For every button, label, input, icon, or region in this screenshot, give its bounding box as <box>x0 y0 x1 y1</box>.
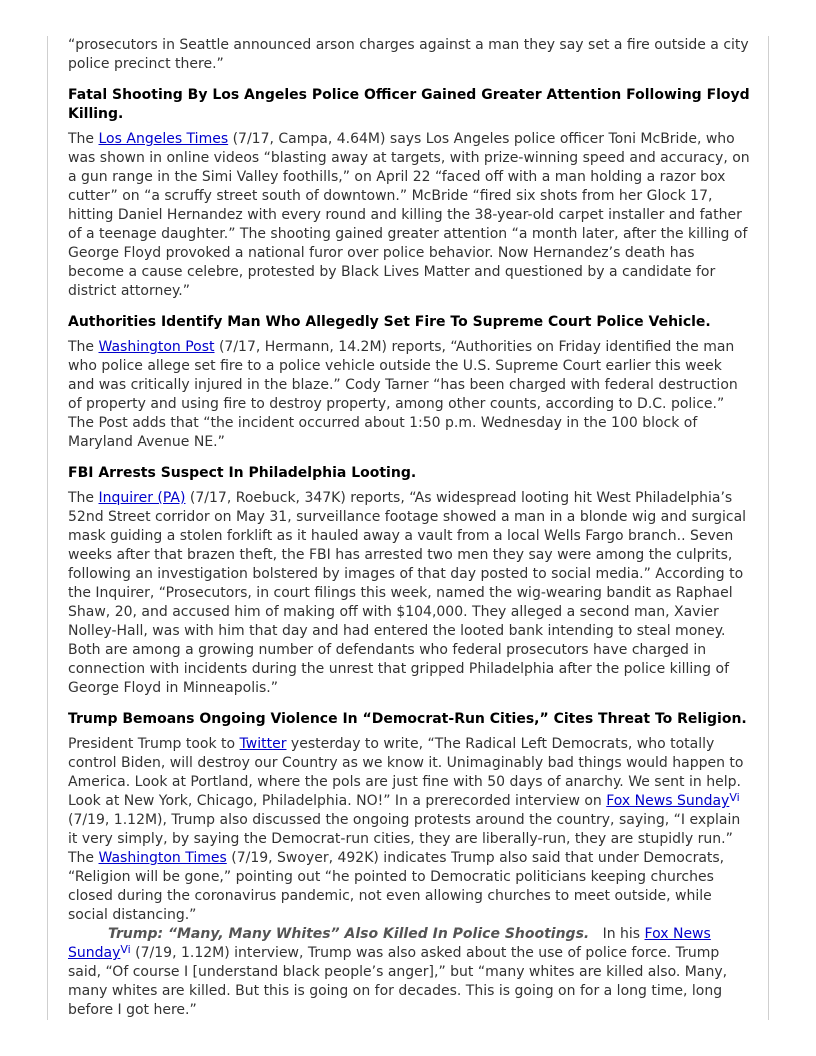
source-link-washington-times[interactable]: Washington Times <box>98 850 227 866</box>
sub-headline: Trump: “Many, Many Whites” Also Killed In Police Shootings. <box>108 926 590 942</box>
source-link-la-times[interactable]: Los Angeles Times <box>98 131 229 147</box>
video-indicator-icon[interactable]: Vi <box>729 791 740 804</box>
article-headline: FBI Arrests Suspect In Philadelphia Looting. <box>68 465 417 481</box>
left-margin-rule <box>47 36 48 1020</box>
article-body: The Los Angeles Times (7/17, Campa, 4.64M) says Los Angeles police officer Toni McBride, who was shown in online videos “blasting away at targets, with prize-winning speed and accuracy, on a gun range in the Simi Valley foothills,” on April 22 “faced off with a man holding a razor box cutter” on “a scruffy street south of downtown.” McBride “fired six shots from her Glock 17, hitting Daniel Hernandez with every round and killing the 38-year-old carpet installer and father of a teenage daughter.” The shooting gained greater attention “a month later, after the killing of George Floyd provoked a national furor over police behavior. Now Hernandez’s death has become a cause celebre, protested by Black Lives Matter and questioned by a candidate for district attorney.” <box>68 131 750 299</box>
source-link-fox-news-sunday[interactable]: Fox News Sunday <box>606 793 730 809</box>
video-indicator-icon[interactable]: Vi <box>120 943 131 956</box>
source-link-washington-post[interactable]: Washington Post <box>98 339 215 355</box>
article-la-shooting <box>68 86 750 301</box>
document-page <box>68 36 750 1020</box>
article-supreme-court-fire <box>68 313 750 452</box>
article-headline: Fatal Shooting By Los Angeles Police Officer Gained Greater Attention Following Floyd Killing. <box>68 87 750 122</box>
article-headline: Authorities Identify Man Who Allegedly Set Fire To Supreme Court Police Vehicle. <box>68 314 711 330</box>
source-link-fox-news-sunday-2[interactable]: Fox News Sunday <box>68 926 711 961</box>
sub-article-body: Trump: “Many, Many Whites” Also Killed In Police Shootings. In his Fox News Sunday$^{Vi}$ (7/19, 1.12M) interview, Trump was also asked about the use of police force. Trump said, “Of course I [understand black people’s anger],” but “many whites are killed also. Many, many whites are killed. But this is going on for decades. This is going on for a long time, long before I got here.” <box>68 926 728 1018</box>
article-philadelphia-looting <box>68 464 750 698</box>
article-trump-violence <box>68 710 750 1020</box>
article-body: The Washington Post (7/17, Hermann, 14.2M) reports, “Authorities on Friday identified the man who police allege set fire to a police vehicle outside the U.S. Supreme Court earlier this week and was critically injured in the blaze.” Cody Tarner “has been charged with federal destruction of property and using fire to destroy property, among other counts, according to D.C. police.” The Post adds that “the incident occurred about 1:50 p.m. Wednesday in the 100 block of Maryland Avenue NE.” <box>68 339 738 450</box>
source-link-twitter[interactable]: Twitter <box>239 736 287 752</box>
article-headline: Trump Bemoans Ongoing Violence In “Democrat-Run Cities,” Cites Threat To Religion. <box>68 711 747 727</box>
article-body: President Trump took to Twitter yesterday to write, “The Radical Left Democrats, who totally control Biden, will destroy our Country as we know it. Unimaginably bad things would happen to America. Look at Portland, where the pols are just fine with 50 days of anarchy. We sent in help. Look at New York, Chicago, Philadelphia. NO!” In a prerecorded interview on Fox News Sunday$^{Vi}$ (7/19, 1.12M), Trump also discussed the ongoing protests around the country, saying, “I explain it very simply, by saying the Democrat-run cities, they are liberally-run, they are stupidly run.” The Washington Times (7/19, Swoyer, 492K) indicates Trump also said that under Democrats, “Religion will be gone,” pointing out “he pointed to Democratic politicians keeping churches closed during the coronavirus pandemic, not even allowing churches to meet outside, while social distancing.” <box>68 736 744 923</box>
article-body: The Inquirer (PA) (7/17, Roebuck, 347K) reports, “As widespread looting hit West Philadelphia’s 52nd Street corridor on May 31, surveillance footage showed a man in a blonde wig and surgical mask guiding a stolen forklift as it hauled away a vault from a local Wells Fargo branch.. Seven weeks after that brazen theft, the FBI has arrested two men they say were among the culprits, following an investigation bolstered by images of that day posted to social media.” According to the Inquirer, “Prosecutors, in court filings this week, named the wig-wearing bandit as Raphael Shaw, 20, and accused him of making off with $104,000. They alleged a second man, Xavier Nolley-Hall, was with him that day and had entered the looted bank intending to steal money. Both are among a growing number of defendants who federal prosecutors have charged in connection with incidents during the unrest that gripped Philadelphia after the police killing of George Floyd in Minneapolis.” <box>68 490 747 696</box>
right-margin-rule <box>768 36 769 1020</box>
lead-paragraph: “prosecutors in Seattle announced arson charges against a man they say set a fire outside a city police precinct there.” <box>68 37 749 72</box>
source-link-inquirer[interactable]: Inquirer (PA) <box>98 490 186 506</box>
